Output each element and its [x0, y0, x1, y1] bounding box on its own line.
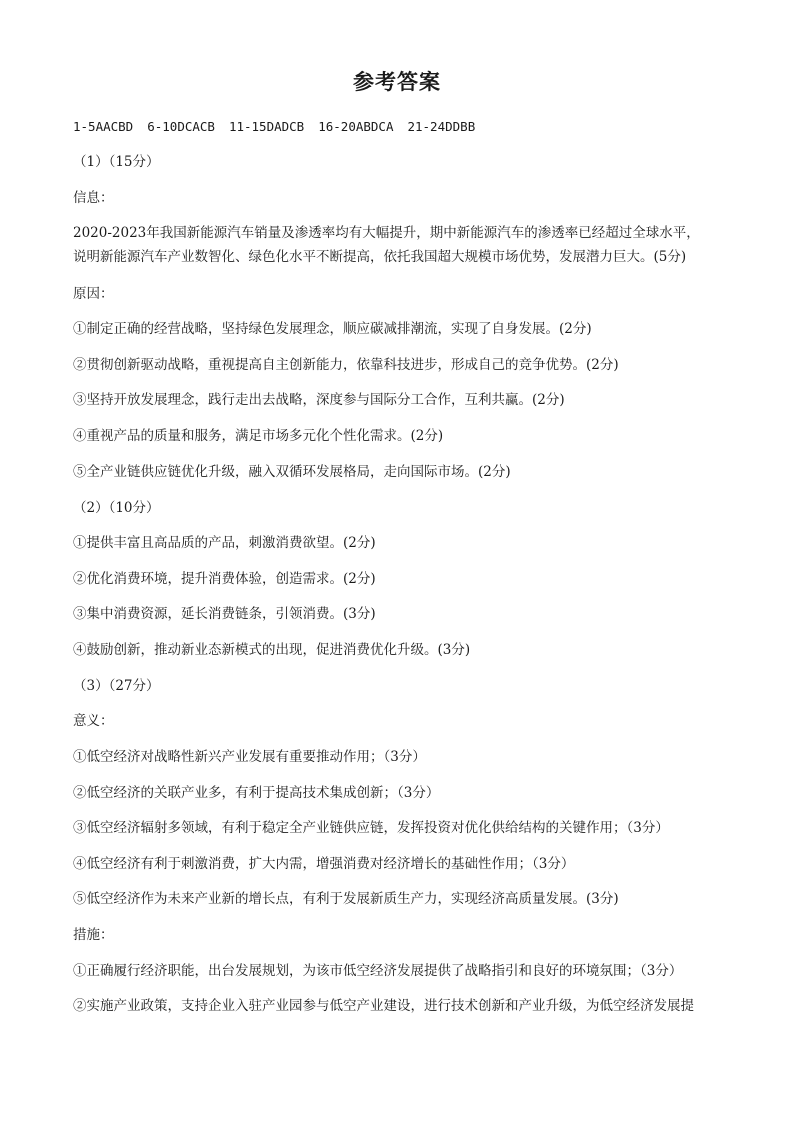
choice-group: 21-24DDBB [407, 119, 476, 134]
q3-meaning-label: 意义： [73, 713, 114, 729]
q3-meaning-item: ②低空经济的关联产业多，有利于提高技术集成创新；（3分） [73, 785, 440, 801]
choice-group: 1-5AACBD [73, 119, 134, 134]
choice-group: 11-15DADCB [228, 119, 305, 134]
q1-info-line: 说明新能源汽车产业数智化、绿色化水平不断提高，依托我国超大规模市场优势，发展潜力巨大。(5分) [73, 249, 687, 265]
q3-meaning-item: ④低空经济有利于刺激消费，扩大内需，增强消费对经济增长的基础性作用；（3分） [73, 856, 575, 872]
q1-heading: （1）（15分） [73, 154, 160, 170]
q3-meaning-item: ①低空经济对战略性新兴产业发展有重要推动作用；（3分） [73, 749, 426, 765]
q3-measure-item: ①正确履行经济职能，出台发展规划，为该市低空经济发展提供了战略指引和良好的环境氛围；（3分） [73, 963, 683, 979]
q1-reason-item: ④重视产品的质量和服务，满足市场多元化个性化需求。(2分) [73, 428, 444, 444]
q3-measure-label: 措施： [73, 927, 114, 943]
q2-point-item: ③集中消费资源，延长消费链条，引领消费。(3分) [73, 606, 376, 622]
choice-group: 16-20ABDCA [318, 119, 394, 134]
q1-info-label: 信息： [73, 190, 114, 206]
q1-reason-item: ⑤全产业链供应链优化升级，融入双循环发展格局，走向国际市场。(2分) [73, 464, 511, 480]
q1-reason-item: ①制定正确的经营战略，坚持绿色发展理念，顺应碳减排潮流，实现了自身发展。(2分) [73, 321, 592, 337]
q1-reason-item: ③坚持开放发展理念，践行走出去战略，深度参与国际分工合作，互利共赢。(2分) [73, 392, 565, 408]
q2-point-item: ②优化消费环境，提升消费体验，创造需求。(2分) [73, 571, 376, 587]
choice-group: 6-10DCACB [147, 119, 215, 134]
q3-meaning-item: ⑤低空经济作为未来产业新的增长点，有利于发展新质生产力，实现经济高质量发展。(3分) [73, 891, 619, 907]
q2-point-item: ④鼓励创新，推动新业态新模式的出现，促进消费优化升级。(3分) [73, 642, 471, 658]
q1-reason-label: 原因： [73, 286, 114, 302]
page-title: 参考答案 [353, 70, 441, 94]
q2-heading: （2）（10分） [73, 500, 160, 516]
q3-meaning-item: ③低空经济辐射多领域，有利于稳定全产业链供应链，发挥投资对优化供给结构的关键作用；（3分） [73, 820, 669, 836]
q1-reason-item: ②贯彻创新驱动战略，重视提高自主创新能力，依靠科技进步，形成自己的竞争优势。(2分) [73, 357, 619, 373]
q3-measure-item: ②实施产业政策，支持企业入驻产业园参与低空产业建设，进行技术创新和产业升级，为低空经济发展提 [73, 998, 694, 1014]
q3-heading: （3）（27分） [73, 678, 160, 694]
q1-info-line: 2020-2023年我国新能源汽车销量及渗透率均有大幅提升，期中新能源汽车的渗透率已经超过全球水平， [73, 225, 700, 241]
q2-point-item: ①提供丰富且高品质的产品，刺激消费欲望。(2分) [73, 535, 376, 551]
choice-answers [73, 117, 723, 137]
